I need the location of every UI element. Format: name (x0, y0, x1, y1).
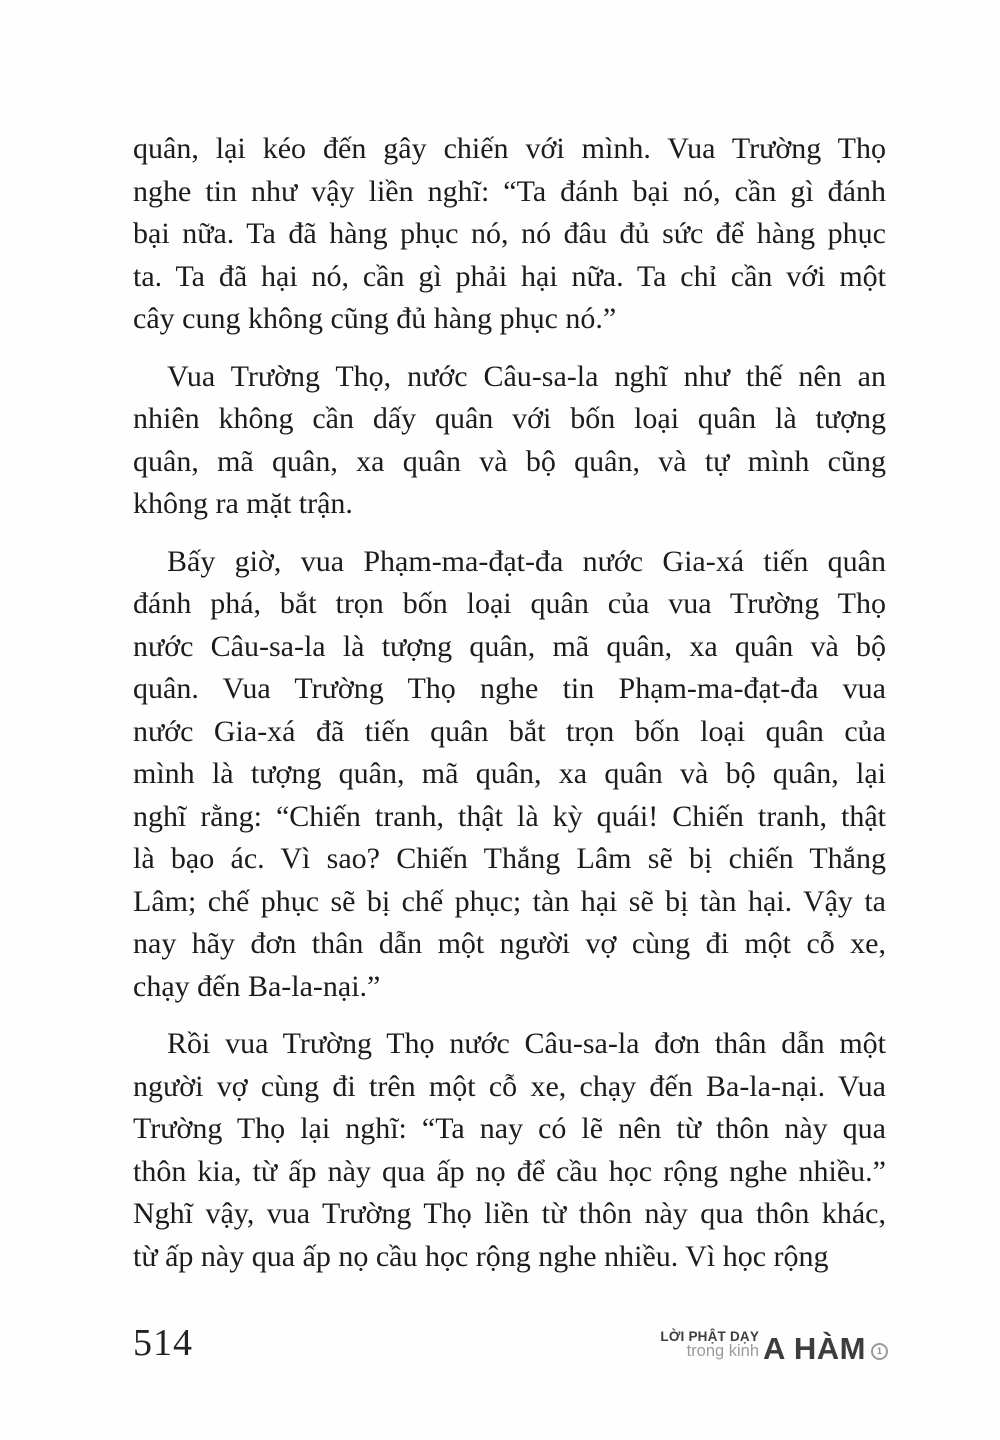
text-line: Rồi vua Trường Thọ nước Câu-sa-la đơn thân dẫn một (167, 1027, 886, 1060)
publisher-logo (660, 1329, 888, 1366)
volume-badge-icon: 1 (871, 1343, 888, 1360)
text-line: không ra mặt trận. (133, 487, 353, 520)
text-line: Trường Thọ lại nghĩ: “Ta nay có lẽ nên từ thôn này qua (133, 1112, 886, 1145)
logo-subtitle: trong kinh (686, 1342, 760, 1360)
text-line: nước Câu-sa-la là tượng quân, mã quân, xa quân và bộ (133, 629, 886, 663)
text-block (133, 128, 886, 1278)
text-line: nhiên không cần dấy quân với bốn loại quân là tượng (133, 402, 886, 435)
text-line: quân, lại kéo đến gây chiến với mình. Vua Trường Thọ (133, 132, 886, 165)
text-line: ta. Ta đã hại nó, cần gì phải hại nữa. Ta chỉ cần với một (133, 259, 886, 293)
text-line: chạy đến Ba-la-nại.” (133, 969, 381, 1003)
page-number: 514 (133, 1322, 193, 1364)
text-line: Vua Trường Thọ, nước Câu-sa-la nghĩ như thế nên an (167, 359, 886, 393)
text-line: người vợ cùng đi trên một cỗ xe, chạy đến Ba-la-nại. Vua (133, 1069, 886, 1103)
logo-title: A HÀM (763, 1331, 866, 1366)
text-line: quân. Vua Trường Thọ nghe tin Phạm-ma-đạt-đa vua (133, 672, 886, 705)
paragraph (133, 128, 886, 341)
text-line: từ ấp này qua ấp nọ cầu học rộng nghe nhiều. Vì học rộng (133, 1239, 829, 1273)
text-line: quân, mã quân, xa quân và bộ quân, và tự mình cũng (133, 444, 886, 478)
text-line: cây cung không cũng đủ hàng phục nó.” (133, 302, 617, 335)
text-line: nước Gia-xá đã tiến quân bắt trọn bốn loại quân của (133, 714, 886, 748)
paragraph (133, 356, 886, 526)
text-line: đánh phá, bắt trọn bốn loại quân của vua Trường Thọ (133, 587, 886, 620)
paragraph (133, 541, 886, 1009)
text-line: nghe tin như vậy liền nghĩ: “Ta đánh bại nó, cần gì đánh (133, 174, 886, 208)
text-line: Bấy giờ, vua Phạm-ma-đạt-đa nước Gia-xá tiến quân (167, 544, 886, 578)
logo-text-stack (660, 1330, 759, 1359)
text-line: nghĩ rằng: “Chiến tranh, thật là kỳ quái! Chiến tranh, thật (133, 799, 886, 833)
text-line: Lâm; chế phục sẽ bị chế phục; tàn hại sẽ bị tàn hại. Vậy ta (133, 884, 886, 918)
page-footer (133, 1316, 888, 1366)
text-line: thôn kia, từ ấp này qua ấp nọ để cầu học rộng nghe nhiều.” (133, 1154, 886, 1188)
text-line: nay hãy đơn thân dẫn một người vợ cùng đi một cỗ xe, (133, 927, 886, 960)
text-line: mình là tượng quân, mã quân, xa quân và bộ quân, lại (133, 757, 886, 790)
paragraph (133, 1023, 886, 1278)
text-line: bại nữa. Ta đã hàng phục nó, nó đâu đủ sức để hàng phục (133, 217, 886, 250)
text-line: Nghĩ vậy, vua Trường Thọ liền từ thôn này qua thôn khác, (133, 1197, 886, 1230)
logo-tagline: LỜI PHẬT DẠY (660, 1329, 760, 1344)
text-line: là bạo ác. Vì sao? Chiến Thắng Lâm sẽ bị chiến Thắng (133, 842, 886, 875)
